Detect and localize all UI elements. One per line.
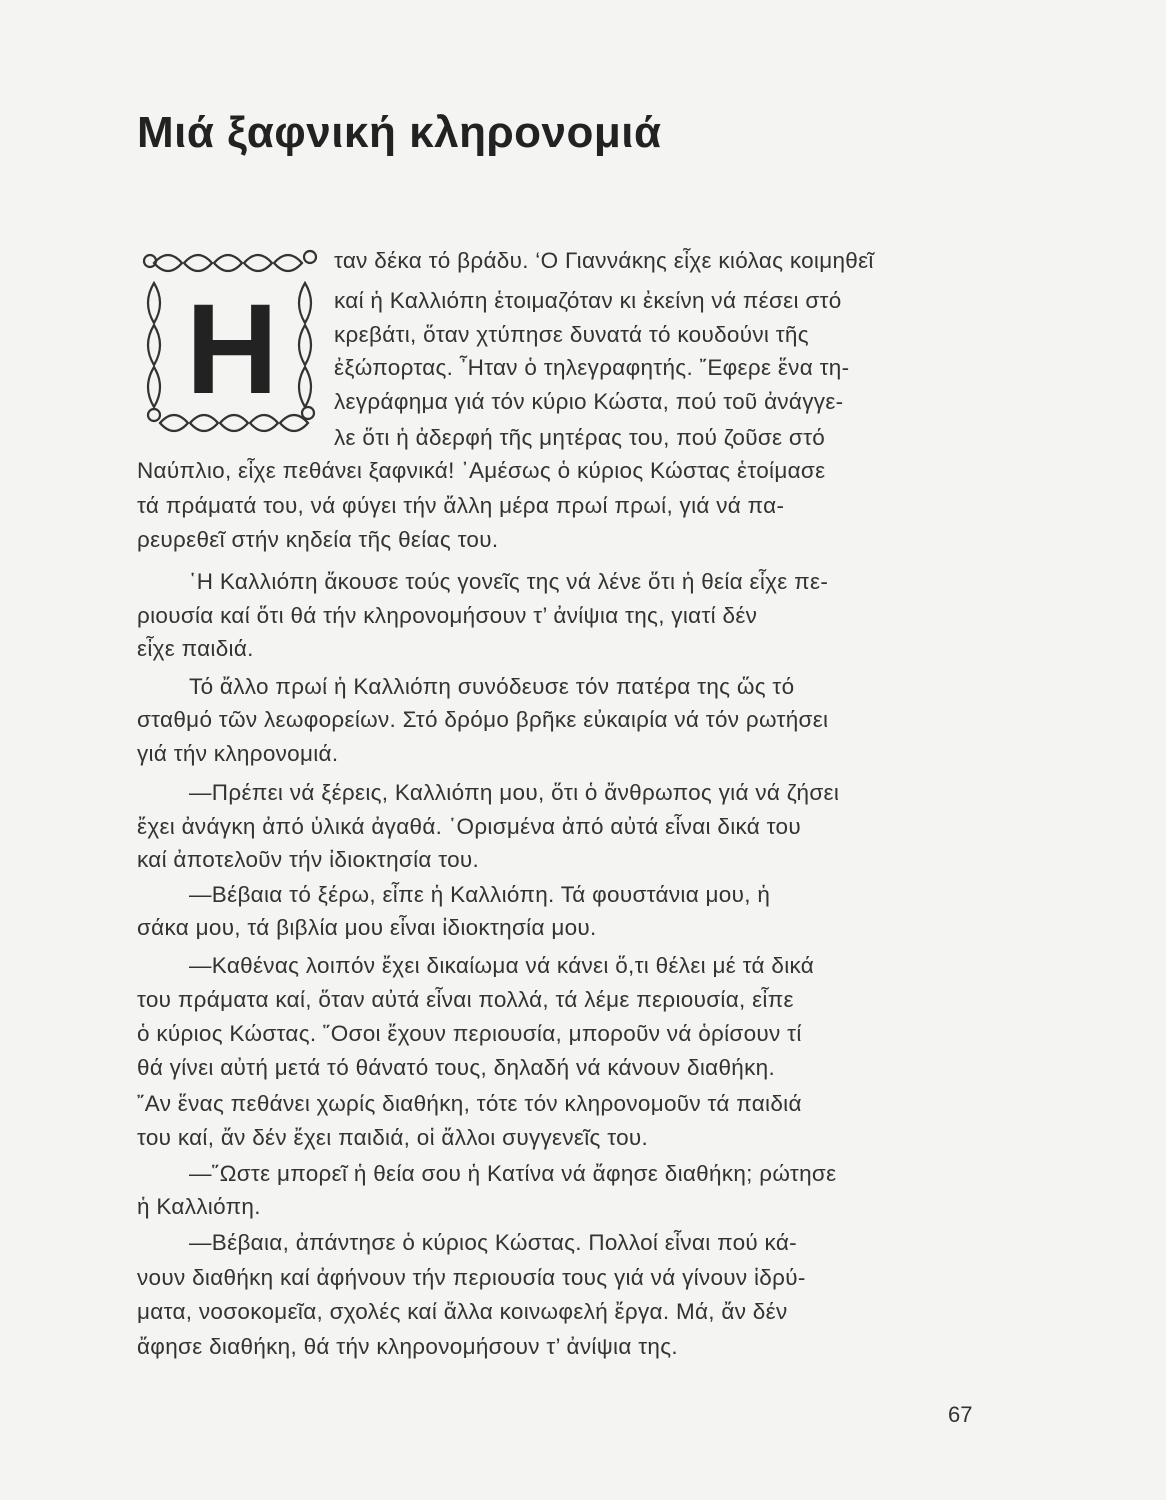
text-line: —῞Ωστε μπορεῖ ἡ θεία σου ἡ Κατίνα νά ἄφησε διαθήκη; ρώτησε	[189, 1161, 837, 1186]
text-line: ἔχει ἀνάγκη ἀπό ὑλικά ἀγαθά. ῾Ορισμένα ἀπό αὐτά εἶναι δικά του	[137, 814, 801, 839]
text-line: ῎Αν ἕνας πεθάνει χωρίς διαθήκη, τότε τόν κληρονομοῦν τά παιδιά	[137, 1091, 802, 1116]
text-line: ῾Η Καλλιόπη ἄκουσε τούς γονεῖς της νά λένε ὅτι ἡ θεία εἶχε πε-	[189, 569, 829, 594]
text-line: καί ἡ Καλλιόπη ἑτοιμαζόταν κι ἐκείνη νά πέσει στό	[334, 288, 842, 313]
text-line: Τό ἄλλο πρωί ἡ Καλλιόπη συνόδευσε τόν πατέρα της ὥς τό	[189, 674, 795, 699]
text-line: ἄφησε διαθήκη, θά τήν κληρονομήσουν τ’ ἀνίψια της.	[137, 1334, 678, 1359]
text-line: λε ὅτι ἡ ἀδερφή τῆς μητέρας του, πού ζοῦσε στό	[334, 425, 826, 450]
text-line: του πράματα καί, ὅταν αὐτά εἶναι πολλά, τά λέμε περιουσία, εἶπε	[137, 987, 794, 1012]
text-line: τά πράματά του, νά φύγει τήν ἄλλη μέρα πρωί πρωί, γιά νά πα-	[137, 493, 785, 518]
text-line: ἡ Καλλιόπη.	[137, 1194, 261, 1219]
text-line: —Βέβαια, ἀπάντησε ὁ κύριος Κώστας. Πολλοί εἶναι πού κά-	[189, 1230, 797, 1255]
text-line: καί ἀποτελοῦν τήν ἰδιοκτησία του.	[137, 847, 480, 872]
text-line: ταν δέκα τό βράδυ. ‘Ο Γιαννάκης εἶχε κιόλας κοιμηθεῖ	[334, 248, 874, 273]
text-line: ὁ κύριος Κώστας. ῞Οσοι ἔχουν περιουσία, μποροῦν νά ὁρίσουν τί	[137, 1021, 802, 1046]
text-line: —Πρέπει νά ξέρεις, Καλλιόπη μου, ὅτι ὁ ἄνθρωπος γιά νά ζήσει	[189, 780, 840, 805]
text-line: σάκα μου, τά βιβλία μου εἶναι ἰδιοκτησία μου.	[137, 915, 597, 940]
page-title: Μιά ξαφνική κληρονομιά	[137, 108, 662, 157]
text-line: ἐξώπορτας. ῏Ηταν ὁ τηλεγραφητής. ῎Εφερε ἕνα τη-	[334, 355, 850, 380]
text-line: —Βέβαια τό ξέρω, εἶπε ἡ Καλλιόπη. Τά φουστάνια μου, ἡ	[189, 882, 771, 907]
text-line: ριουσία καί ὅτι θά τήν κληρονομήσουν τ’ ἀνίψια της, γιατί δέν	[137, 603, 758, 628]
drop-cap	[140, 243, 325, 443]
text-line: εἶχε παιδιά.	[137, 636, 254, 661]
text-line: —Καθένας λοιπόν ἔχει δικαίωμα νά κάνει ὅ,τι θέλει μέ τά δικά	[189, 953, 815, 978]
text-line: νουν διαθήκη καί ἀφήνουν τήν περιουσία τους γιά νά γίνουν ἱδρύ-	[137, 1265, 806, 1290]
text-line: λεγράφημα γιά τόν κύριο Κώστα, πού τοῦ ἀνάγγε-	[334, 389, 844, 414]
page-number: 67	[948, 1402, 973, 1427]
drop-cap-letter: H	[185, 278, 279, 421]
text-line: ματα, νοσοκομεῖα, σχολές καί ἄλλα κοινωφελή ἔργα. Μά, ἄν δέν	[137, 1299, 788, 1324]
text-line: γιά τήν κληρονομιά.	[137, 741, 339, 766]
text-line: κρεβάτι, ὅταν χτύπησε δυνατά τό κουδούνι τῆς	[334, 322, 809, 347]
text-line: ρευρεθεῖ στήν κηδεία τῆς θείας του.	[137, 527, 499, 552]
text-line: του καί, ἄν δέν ἔχει παιδιά, οἱ ἄλλοι συγγενεῖς του.	[137, 1125, 649, 1150]
text-line: θά γίνει αὐτή μετά τό θάνατό τους, δηλαδή νά κάνουν διαθήκη.	[137, 1055, 776, 1080]
text-line: σταθμό τῶν λεωφορείων. Στό δρόμο βρῆκε εὐκαιρία νά τόν ρωτήσει	[137, 707, 829, 732]
text-line: Ναύπλιο, εἶχε πεθάνει ξαφνικά! ᾿Αμέσως ὁ κύριος Κώστας ἑτοίμασε	[137, 458, 826, 483]
